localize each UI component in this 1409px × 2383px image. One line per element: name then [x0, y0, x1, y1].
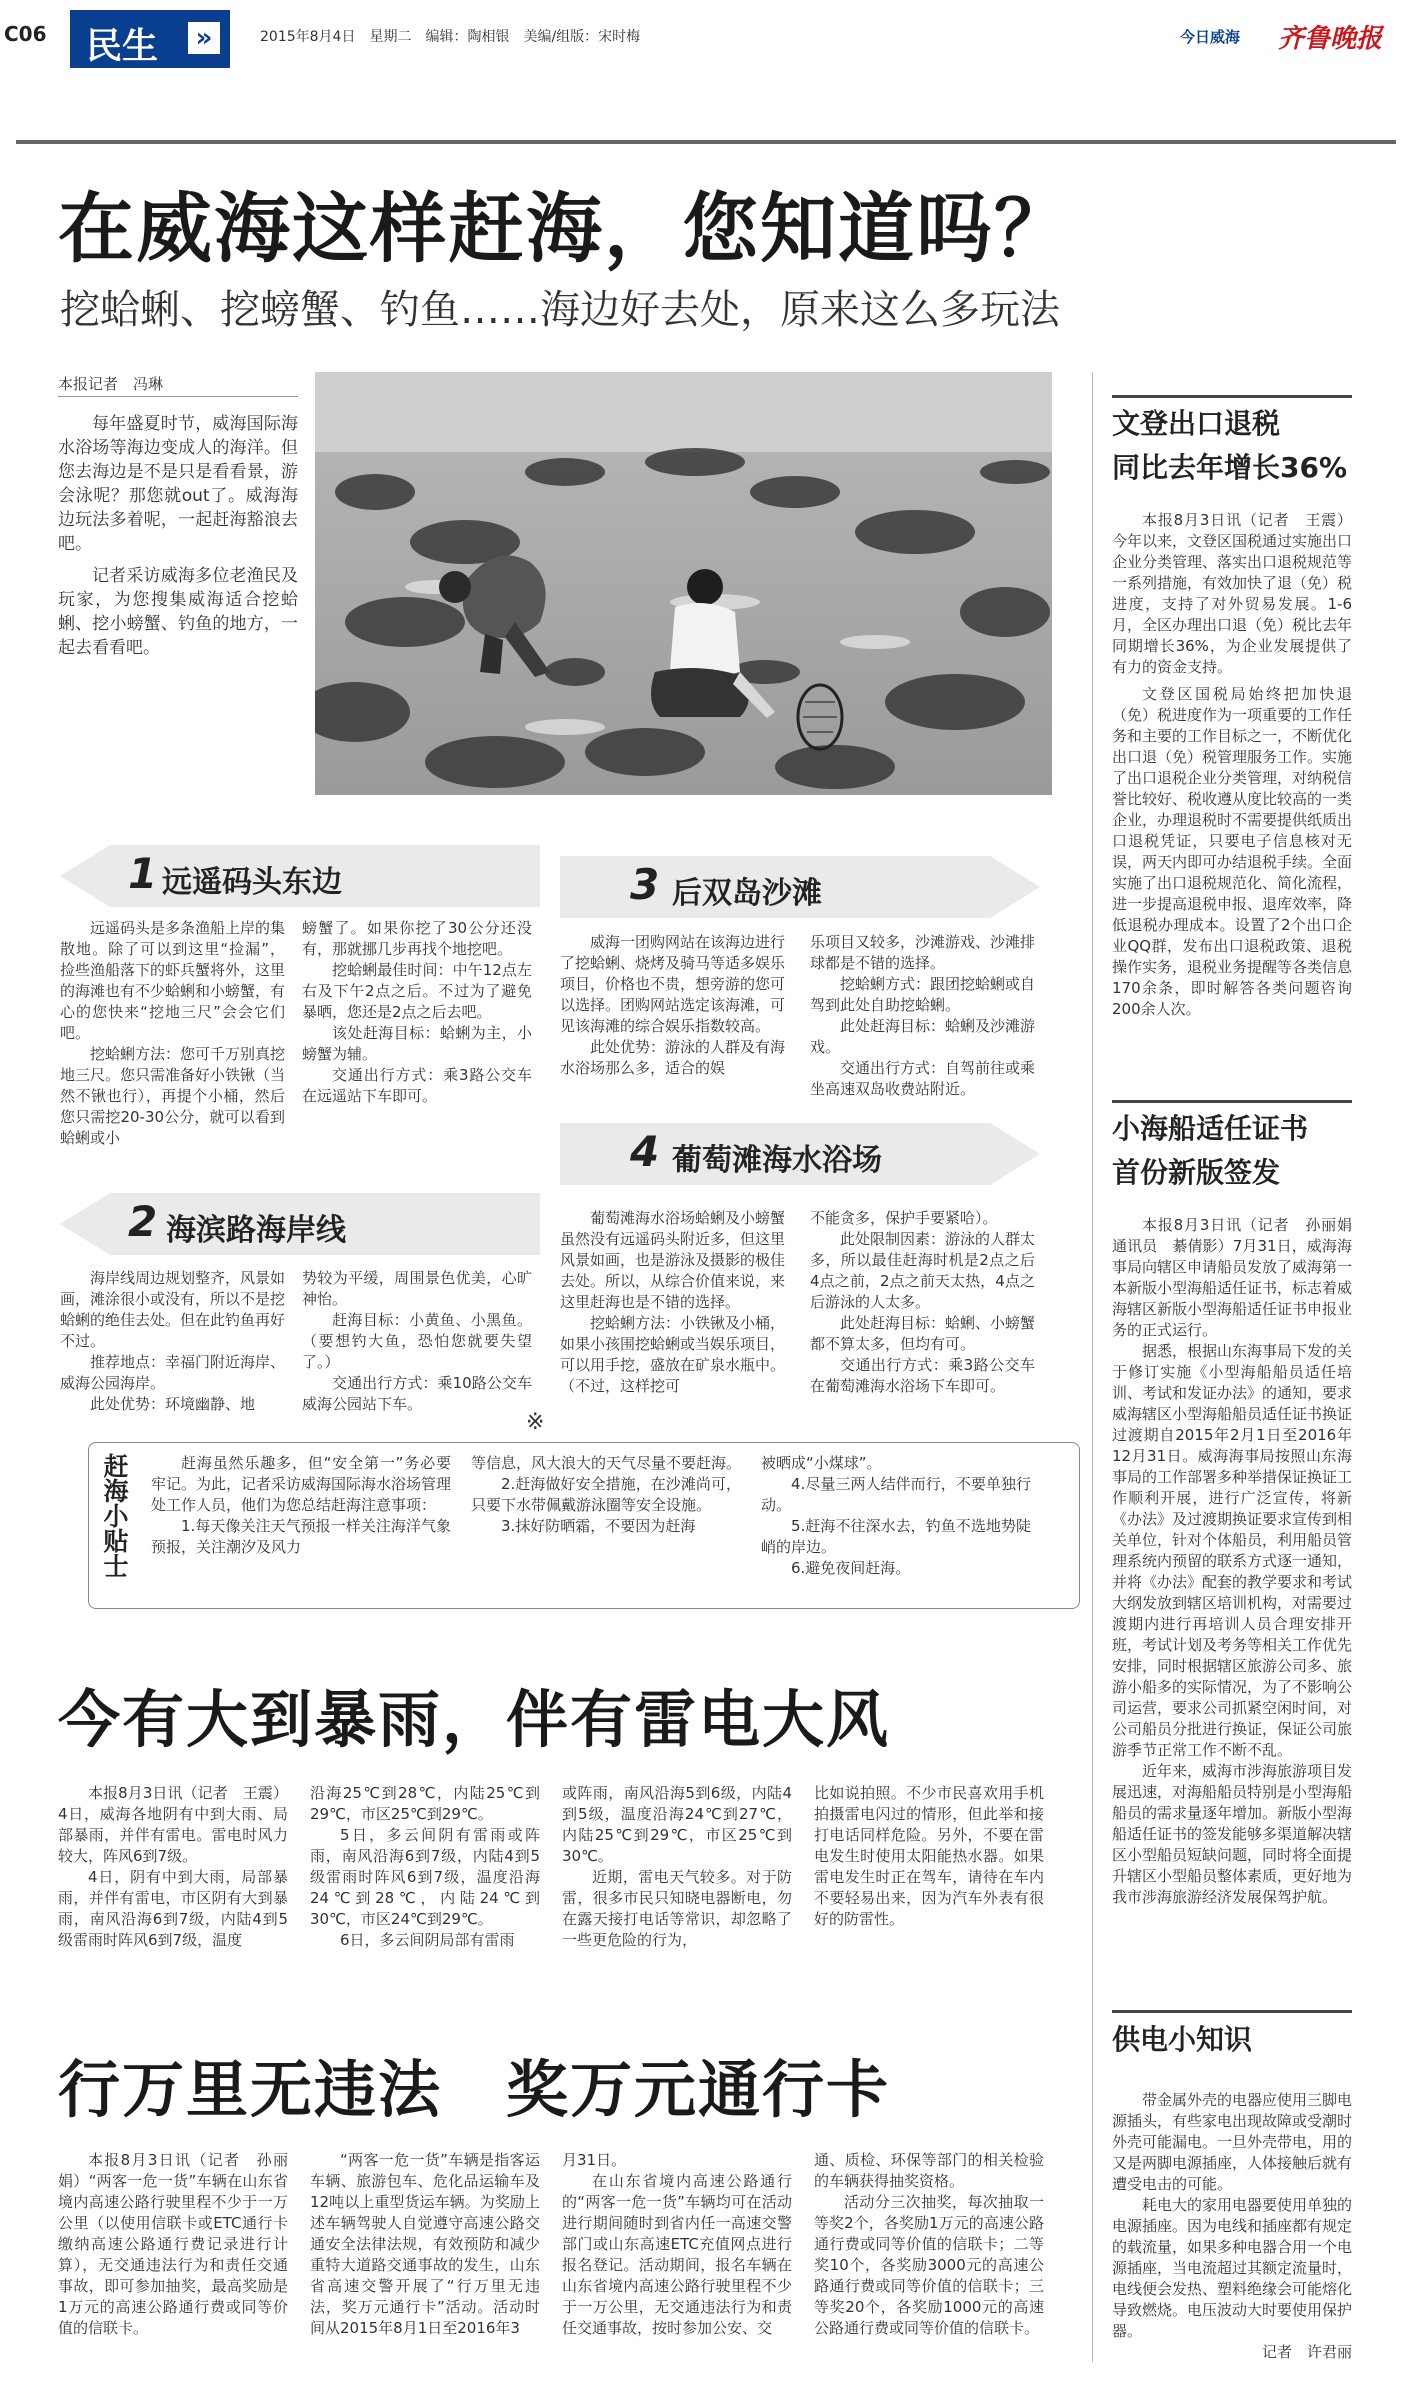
- section-1-title: 远遥码头东边: [162, 865, 342, 900]
- paragraph: 赶海目标：小黄鱼、小黑鱼。（要想钓大鱼，恐怕您就要失望了。）: [302, 1311, 532, 1371]
- rain-col-1: [58, 1783, 288, 1951]
- sidebar-story-1-rule: [1112, 395, 1352, 398]
- rain-col-4: [814, 1783, 1044, 1930]
- section-2-col-1: [60, 1268, 285, 1415]
- sidebar-story-3-body: [1112, 2090, 1352, 2363]
- headline-line: 首份新版签发: [1112, 1156, 1281, 1189]
- beach-photo: [315, 372, 1052, 795]
- paragraph: 或阵雨，南风沿海5到6级，内陆4到5级，温度沿海24℃到27℃，内陆25℃到29℃，市区25℃到30℃。: [562, 1784, 792, 1865]
- main-headline: 在威海这样赶海，您知道吗？: [58, 184, 1072, 273]
- sidebar-story-3-byline: 记者 许君丽: [1261, 2343, 1352, 2361]
- section-3-banner: [560, 856, 990, 918]
- sidebar-story-1-body: [1112, 510, 1352, 1020]
- section-4-banner-arrow: [990, 1123, 1040, 1185]
- section-3-title: 后双岛沙滩: [672, 876, 822, 911]
- edition-label: 今日威海: [1180, 28, 1241, 46]
- headline-line: 小海船适任证书: [1112, 1112, 1309, 1145]
- paragraph: 此处赶海目标：蛤蜊、小螃蟹都不算太多，但均有可。: [810, 1314, 1036, 1353]
- section-4-col-2: [810, 1208, 1035, 1397]
- paragraph: 近期，雷电天气较多。对于防雷，很多市民只知晓电器断电，勿在露天接打电话等常识，却忽略了一些更危险的行为，: [562, 1868, 792, 1949]
- paragraph: 本报8月3日讯（记者 孙丽娟）“两客一危一货”车辆在山东省境内高速公路行驶里程不少于一万公里（以使用信联卡或ETC通行卡缴纳高速公路通行费记录进行计算），无交通违法行为和责任交通事故，即可参加抽奖，最高奖励是1万元的高速公路通行费或同等价值的信联卡。: [58, 2151, 288, 2337]
- section-3-banner-arrow: [990, 856, 1040, 918]
- paragraph: 6日，多云间阴局部有雷雨: [340, 1931, 515, 1949]
- paragraph: 此处限制因素：游泳的人群太多，所以最佳赶海时机是2点之后4点之前，2点之前天太热，4点之后游泳的人太多。: [810, 1230, 1036, 1311]
- paragraph: 3.抹好防晒霜，不要因为赶海: [501, 1517, 696, 1535]
- traffic-col-4: [814, 2150, 1044, 2339]
- headline-line: 文登出口退税: [1112, 407, 1281, 440]
- paragraph: 此处优势：环境幽静、地: [90, 1395, 256, 1413]
- section-label: 民生: [86, 26, 159, 67]
- paragraph: 海岸线周边规划整齐，风景如画，滩涂很小或没有，所以不是挖蛤蜊的绝佳去处。但在此钓鱼再好不过。: [60, 1269, 286, 1350]
- page-code: C06: [4, 22, 47, 46]
- section-2-banner-arrow: [60, 1193, 110, 1255]
- paragraph: 推荐地点：幸福门附近海岸、威海公园海岸。: [60, 1353, 286, 1392]
- section-4-title: 葡萄滩海水浴场: [672, 1143, 882, 1178]
- paragraph: 耗电大的家用电器要使用单独的电源插座。因为电线和插座都有规定的载流量，如果多种电器合用一个电源插座，当电流超过其额定流量时，电线便会发热、塑料绝缘会可能熔化导致燃烧。电压波动大时要使用保护器。: [1112, 2196, 1353, 2340]
- paragraph: 文登区国税局始终把加快退（免）税进度作为一项重要的工作任务和主要的工作目标之一，不断优化出口退（免）税管理服务工作。实施了出口退税企业分类管理，对纳税信誉比较好、税收遵从度比较高的一类企业，办理退税时不需要提供纸质出口退税凭证，只要电子信息核对无误，两天内即可办结退税手续。全面实施了出口退税规范化、简化流程，进一步提高退税申报、退库效率，降低退税办理成本。设置了2个出口企业QQ群，发布出口退税政策、退税操作实务，退税业务提醒等各类信息170余条，即时解答各类问题咨询200余人次。: [1112, 685, 1353, 1018]
- asterism-icon: ※: [526, 1410, 545, 1435]
- paragraph: 本报8月3日讯（记者 王震）今年以来，文登区国税通过实施出口企业分类管理、落实出口退税规范等一系列措施，有效加快了退（免）税进度，支持了对外贸易发展。1-6月，全区办理出口退（免）税比去年同期增长36%，为企业发展提供了有力的资金支持。: [1112, 511, 1353, 676]
- paragraph: 此处优势：游泳的人群及有海水浴场那么多，适合的娱: [560, 1038, 786, 1077]
- headline-line: 同比去年增长36%: [1112, 451, 1348, 484]
- intro-text: [58, 412, 298, 660]
- section-3-col-2: [810, 932, 1035, 1100]
- section-4-banner: [560, 1123, 990, 1185]
- page-header: [0, 0, 1409, 70]
- paragraph: 本报8月3日讯（记者 王震）4日，威海各地阴有中到大雨、局部暴雨，并伴有雷电。雷电时风力较大，阵风6到7级。: [58, 1784, 288, 1865]
- paragraph: “两客一危一货”车辆是指客运车辆、旅游包车、危化品运输车及12吨以上重型货运车辆。为奖励上述车辆驾驶人自觉遵守高速公路交通安全法律法规，有效预防和减少重特大道路交通事故的发生，山东省高速交警开展了“行万里无违法，奖万元通行卡”活动。活动时间从2015年8月1日至2016年3: [310, 2151, 540, 2337]
- paragraph: 近年来，威海市涉海旅游项目发展迅速，对海船船员特别是小型海船船员的需求量逐年增加。新版小型海船适任证书的签发能够多渠道解决辖区小型船员短缺问题，同时将全面提升辖区小型船员整体素质，更好地为我市涉海旅游经济发展保驾护航。: [1112, 1762, 1353, 1906]
- paragraph: 活动分三次抽奖，每次抽取一等奖2个，各奖励1万元的高速公路通行费或同等价值的信联卡；二等奖10个，各奖励3000元的高速公路通行费或同等价值的信联卡；三等奖20个，各奖励1000元的高速公路通行费或同等价值的信联卡。: [814, 2193, 1044, 2337]
- section-4-number: 4: [630, 1127, 660, 1176]
- paragraph: 沿海25℃到28℃，内陆25℃到29℃，市区25℃到29℃。: [310, 1784, 540, 1823]
- paragraph: 挖蛤蜊方式：跟团挖蛤蜊或自驾到此处自助挖蛤蜊。: [810, 975, 1036, 1014]
- section-1-col-2: [302, 918, 532, 1107]
- paragraph: 螃蟹了。如果你挖了30公分还没有，那就挪几步再找个地挖吧。: [302, 919, 532, 958]
- paragraph: 交通出行方式：乘10路公交车威海公园站下车。: [302, 1374, 532, 1413]
- main-subheadline: 挖蛤蜊、挖螃蟹、钓鱼……海边好去处，原来这么多玩法: [60, 287, 1060, 333]
- tips-col-3: [761, 1453, 1031, 1579]
- sidebar-divider: [1092, 372, 1093, 2362]
- paragraph: 挖蛤蜊方法：小铁锹及小桶，如果小孩围挖蛤蜊或当娱乐项目，可以用手挖，盛放在矿泉水瓶中。（不过，这样挖可: [560, 1314, 786, 1395]
- paragraph: 据悉，根据山东海事局下发的关于修订实施《小型海船船员适任培训、考试和发证办法》的通知，要求威海辖区小型海船船员适任证书换证过渡期自2015年2月1日至2016年12月31日。威海海事局按照山东海事局的工作部署多种举措保证换证工作顺利开展，进行广泛宣传，将新《办法》及过渡期换证要求宣传到相关单位，针对个体船员，利用船员管理系统内预留的联系方式逐一通知，并将《办法》配套的教学要求和考试大纲发放到辖区培训机构，对需要过渡期内进行再培训人员合理安排开班，考试计划及考务等相关工作优先安排，同时根据辖区旅游公司多、旅游小船多的实际情况，为了不影响公司运营，要求公司抓紧空闲时间，对公司船员分批进行换证，保证公司旅游季节正常工作不断不乱。: [1112, 1342, 1353, 1759]
- header-divider: [16, 140, 1396, 144]
- main-byline: 本报记者 冯琳: [58, 375, 164, 393]
- section-3-col-1: [560, 932, 785, 1079]
- rain-headline: 今有大到暴雨，伴有雷电大风: [58, 1683, 891, 1756]
- paragraph: 挖蛤蜊方法：您可千万别真挖地三尺。您只需准备好小铁锹（当然不锹也行），再提个小桶，然后您只需挖20-30公分，就可以看到蛤蜊或小: [60, 1045, 286, 1147]
- paragraph: 挖蛤蜊最佳时间：中午12点左右及下午2点之后。不过为了避免暴晒，您还是2点之后去吧。: [302, 961, 532, 1021]
- paragraph: 势较为平缓，周围景色优美，心旷神怡。: [302, 1269, 532, 1308]
- paragraph: 此处赶海目标：蛤蜊及沙滩游戏。: [810, 1017, 1036, 1056]
- paragraph: 乐项目又较多，沙滩游戏、沙滩排球都是不错的选择。: [810, 933, 1036, 972]
- paragraph: 4日，阴有中到大雨，局部暴雨，并伴有雷电，市区阴有大到暴雨，南风沿海6到7级，内陆4到5级雷雨时阵风6到7级，温度: [58, 1868, 288, 1949]
- paragraph: 不能贪多，保护手要紧哈）。: [810, 1209, 998, 1227]
- double-chevron-icon: »: [188, 22, 220, 54]
- paragraph: 被晒成“小煤球”。: [761, 1454, 882, 1472]
- paragraph: 交通出行方式：乘3路公交车在葡萄滩海水浴场下车即可。: [810, 1356, 1035, 1395]
- sidebar-story-2-headline: [1112, 1107, 1308, 1195]
- section-1-col-1: [60, 918, 285, 1149]
- byline-rule: [58, 396, 298, 397]
- section-4-col-1: [560, 1208, 785, 1397]
- section-tab: [70, 10, 230, 68]
- rain-col-2: [310, 1783, 540, 1951]
- sidebar-story-3-rule: [1112, 2010, 1352, 2013]
- issue-meta: 2015年8月4日 星期二 编辑：陶相银 美编/组版：宋时梅: [260, 29, 641, 45]
- tips-col-1: [151, 1453, 451, 1558]
- rain-col-3: [562, 1783, 792, 1951]
- paragraph: 2.赶海做好安全措施，在沙滩尚可，只要下水带佩戴游泳圈等安全设施。: [471, 1475, 741, 1514]
- sidebar-story-2-rule: [1112, 1100, 1352, 1103]
- section-1-banner: [110, 845, 540, 907]
- section-1-number: 1: [128, 849, 158, 898]
- intro-paragraph: 每年盛夏时节，威海国际海水浴场等海边变成人的海洋。但您去海边是不是只是看看景，游会泳呢？那您就out了。威海海边玩法多着呢，一起赶海豁浪去吧。: [58, 414, 298, 554]
- traffic-col-3: [562, 2150, 792, 2339]
- brand-logo: 齐鲁晚报: [1278, 24, 1383, 54]
- beach-photo-illustration: [315, 372, 1052, 795]
- paragraph: 通、质检、环保等部门的相关检验的车辆获得抽奖资格。: [814, 2151, 1044, 2190]
- traffic-col-2: [310, 2150, 540, 2339]
- traffic-col-1: [58, 2150, 288, 2339]
- sidebar-story-1-headline: [1112, 402, 1347, 490]
- paragraph: 6.避免夜间赶海。: [791, 1559, 911, 1577]
- sidebar-story-3-headline: 供电小知识: [1112, 2023, 1253, 2056]
- section-2-col-2: [302, 1268, 532, 1415]
- paragraph: 葡萄滩海水浴场蛤蜊及小螃蟹虽然没有远遥码头附近多，但这里风景如画，也是游泳及摄影的极佳去处。所以，从综合价值来说，来这里赶海也是不错的选择。: [560, 1209, 786, 1311]
- paragraph: 比如说拍照。不少市民喜欢用手机拍摄雷电闪过的情形，但此举和接打电话同样危险。另外，不要在雷电发生时使用太阳能热水器。如果雷电发生时正在驾车，请待在车内不要轻易出来，因为汽车外表有很好的防雷性。: [814, 1784, 1044, 1928]
- section-1-banner-arrow: [60, 845, 110, 907]
- paragraph: 本报8月3日讯（记者 孙丽娟 通讯员 綦倩影）7月31日，威海海事局向辖区申请船员发放了威海第一本新版小型海船适任证书，标志着威海辖区新版小型海船适任证书申报业务的正式运行。: [1112, 1216, 1368, 1339]
- intro-paragraph: 记者采访威海多位老渔民及玩家，为您搜集威海适合挖蛤蜊、挖小螃蟹、钓鱼的地方，一起去看看吧。: [58, 566, 298, 658]
- paragraph: 威海一团购网站在该海边进行了挖蛤蜊、烧烤及骑马等适多娱乐项目，价格也不贵，想旁游的您可以选择。团购网站选定该海滩，可见该海滩的综合娱乐指数较高。: [560, 933, 786, 1035]
- paragraph: 等信息，风大浪大的天气尽量不要赶海。: [471, 1454, 742, 1472]
- paragraph: 交通出行方式：乘3路公交车在远遥站下车即可。: [302, 1066, 532, 1105]
- section-2-banner: [110, 1193, 540, 1255]
- paragraph: 赶海虽然乐趣多，但“安全第一”务必要牢记。为此，记者采访威海国际海水浴场管理处工作人员，他们为您总结赶海注意事项：: [151, 1454, 452, 1514]
- paragraph: 5.赶海不往深水去，钓鱼不选地势陡峭的岸边。: [761, 1517, 1031, 1556]
- paragraph: 在山东省境内高速公路通行的“两客一危一货”车辆均可在活动进行期间随时到省内任一高速交警部门或山东高速ETC充值网点进行报名登记。活动期间，报名车辆在山东省境内高速公路行驶里程不少于一万公里，无交通违法行为和责任交通事故，按时参加公安、交: [562, 2172, 792, 2337]
- sidebar-story-2-body: [1112, 1215, 1368, 1908]
- section-2-title: 海滨路海岸线: [166, 1213, 346, 1248]
- section-3-number: 3: [630, 860, 660, 909]
- paragraph: 交通出行方式：自驾前往或乘坐高速双岛收费站附近。: [810, 1059, 1036, 1098]
- paragraph: 5日，多云间阴有雷雨或阵雨，南风沿海6到7级，内陆4到5级雷雨时阵风6到7级，温度沿海24℃到28℃，内陆24℃到30℃，市区24℃到29℃。: [310, 1826, 540, 1928]
- paragraph: 4.尽量三两人结伴而行，不要单独行动。: [761, 1475, 1031, 1514]
- paragraph: 带金属外壳的电器应使用三脚电源插头，有些家电出现故障或受潮时外壳可能漏电。一旦外壳带电，用的又是两脚电源插座，人体接触后就有遭受电击的可能。: [1112, 2091, 1353, 2193]
- tips-box: [88, 1442, 1080, 1609]
- tips-label: 赶海小贴士: [100, 1453, 129, 1578]
- section-2-number: 2: [128, 1197, 158, 1246]
- paragraph: 1.每天像关注天气预报一样关注海洋气象预报，关注潮汐及风力: [151, 1517, 451, 1556]
- traffic-headline: 行万里无违法 奖万元通行卡: [58, 2053, 891, 2126]
- paragraph: 月31日。: [562, 2151, 627, 2169]
- paragraph: 远遥码头是多条渔船上岸的集散地。除了可以到这里“捡漏”，捡些渔船落下的虾兵蟹将外，这里的海滩也有不少蛤蜊和小螃蟹，有心的您快来“挖地三尺”会会它们吧。: [60, 919, 286, 1042]
- tips-col-2: [471, 1453, 741, 1537]
- paragraph: 该处赶海目标：蛤蜊为主，小螃蟹为辅。: [302, 1024, 532, 1063]
